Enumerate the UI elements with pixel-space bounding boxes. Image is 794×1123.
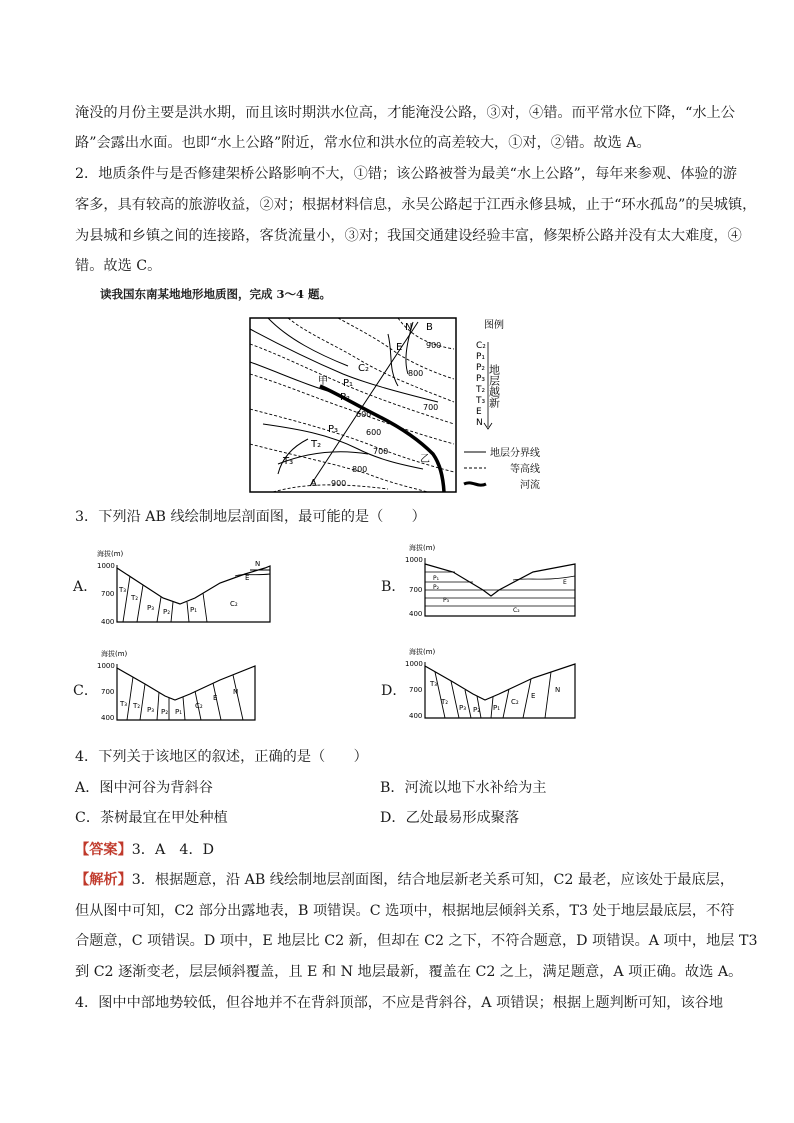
svg-text:P₂: P₂ [476, 363, 486, 373]
label-t3: T₃ [283, 456, 294, 467]
q4-option-a[interactable]: A．图中河谷为背斜谷 [75, 780, 213, 796]
label-p1-top: P₁ [343, 378, 354, 389]
label-p3: P₃ [328, 424, 339, 435]
svg-text:400: 400 [409, 610, 423, 618]
svg-text:P₁: P₁ [493, 704, 501, 712]
svg-text:400: 400 [101, 714, 115, 722]
label-a: A [310, 478, 317, 489]
svg-text:700: 700 [409, 686, 423, 694]
svg-text:N: N [233, 688, 239, 696]
svg-text:P₃: P₃ [459, 704, 467, 712]
svg-text:T₂: T₂ [441, 698, 449, 706]
svg-text:700: 700 [101, 590, 115, 598]
svg-text:T₃: T₃ [476, 396, 486, 406]
label-p2: P₂ [340, 392, 351, 403]
svg-text:T₂: T₂ [133, 702, 141, 710]
svg-text:700: 700 [409, 586, 423, 594]
answer-line [75, 840, 214, 860]
svg-text:N: N [555, 686, 561, 694]
svg-text:1000: 1000 [405, 556, 423, 564]
svg-text:E: E [245, 574, 250, 582]
legend-title: 图例 [484, 320, 504, 331]
map-legend [464, 318, 540, 491]
q3-option-c-letter[interactable]: C． [73, 683, 99, 699]
svg-text:海拔(m): 海拔(m) [409, 544, 436, 552]
svg-text:700: 700 [373, 447, 389, 456]
label-t2: T₂ [311, 439, 322, 450]
q3-option-b-profile[interactable] [403, 542, 581, 622]
q4-option-b[interactable]: B．河流以地下水补给为主 [380, 780, 547, 796]
svg-text:T₂: T₂ [476, 385, 486, 395]
svg-text:P₁: P₁ [476, 352, 486, 362]
svg-text:P₂: P₂ [163, 608, 171, 616]
legend-boundary: 地层分界线 [490, 448, 540, 459]
q3-option-d-profile[interactable] [403, 646, 581, 724]
svg-text:700: 700 [423, 403, 439, 412]
svg-text:P₃: P₃ [147, 706, 155, 714]
svg-text:600: 600 [356, 410, 372, 419]
svg-text:600: 600 [366, 428, 382, 437]
svg-text:400: 400 [101, 618, 115, 626]
svg-text:C₂: C₂ [476, 341, 486, 351]
svg-text:E: E [213, 694, 218, 702]
svg-text:P₂: P₂ [161, 708, 169, 716]
q3-option-c-profile[interactable] [95, 648, 273, 724]
svg-text:1000: 1000 [405, 660, 423, 668]
q3-stem: 3．下列沿 AB 线绘制地层剖面图，最可能的是（ ） [75, 509, 426, 525]
analysis-tag: 【解析】 [75, 872, 132, 888]
q4-option-c[interactable]: C．茶树最宜在甲处种植 [75, 810, 228, 826]
svg-text:400: 400 [409, 712, 423, 720]
prev-explanation-line-3: 2．地质条件与是否修建架桥公路影响不大，①错；该公路被誉为最美“水上公路”，每年来参观、体验的游 [75, 166, 737, 182]
answer-text: 3．A 4．D [131, 842, 215, 858]
svg-text:P₁: P₁ [433, 575, 440, 582]
svg-text:900: 900 [331, 479, 347, 488]
question-intro: 读我国东南某地地形地质图，完成 3～4 题。 [100, 287, 332, 301]
label-e: E [396, 342, 403, 353]
svg-text:海拔(m): 海拔(m) [101, 650, 128, 658]
svg-text:P₃: P₃ [147, 604, 155, 612]
svg-text:800: 800 [352, 465, 368, 474]
svg-text:N: N [476, 418, 483, 428]
svg-text:T₃: T₃ [120, 700, 128, 708]
svg-text:T₃: T₃ [119, 586, 127, 594]
legend-contour: 等高线 [510, 464, 540, 475]
label-c2: C₂ [358, 363, 369, 374]
analysis-line-4: 到 C2 逐渐变老，层层倾斜覆盖，且 E 和 N 地层最新，覆盖在 C2 之上，满足题意，A 项正确。故选 A。 [75, 964, 743, 980]
svg-text:C₂: C₂ [230, 600, 238, 608]
q4-option-d[interactable]: D．乙处最易形成聚落 [380, 810, 520, 826]
svg-text:1000: 1000 [97, 662, 115, 670]
label-n: N [405, 322, 413, 333]
svg-text:P₁: P₁ [175, 708, 183, 716]
svg-text:E: E [476, 407, 482, 417]
svg-text:P₂: P₂ [473, 706, 481, 714]
geologic-map [248, 314, 548, 496]
svg-text:T₂: T₂ [131, 594, 139, 602]
svg-text:P₂: P₂ [433, 584, 440, 591]
analysis-line-2: 但从图中可知，C2 部分出露地表，B 项错误。C 选项中，根据地层倾斜关系，T3 处于地层最底层，不符 [75, 903, 735, 919]
analysis-text-1: 3．根据题意，沿 AB 线绘制地层剖面图，结合地层新老关系可知，C2 最老，应该处于最底层， [131, 872, 735, 888]
svg-text:P₃: P₃ [476, 374, 486, 384]
svg-text:900: 900 [426, 341, 442, 350]
q3-option-a-profile[interactable] [95, 548, 275, 630]
svg-text:海拔(m): 海拔(m) [97, 550, 124, 558]
label-z: 乙 [420, 454, 430, 465]
svg-text:P₃: P₃ [443, 597, 450, 604]
prev-explanation-line-1: 淹没的月份主要是洪水期，而且该时期洪水位高，才能淹没公路，③对，④错。而平常水位下降，“水上公 [75, 105, 735, 121]
svg-text:T₃: T₃ [430, 680, 438, 688]
prev-explanation-line-6: 错。故选 C。 [75, 258, 162, 274]
prev-explanation-line-2: 路”会露出水面。也即“水上公路”附近，常水位和洪水位的高差较大，①对，②错。故选 A。 [75, 135, 651, 151]
svg-text:C₂: C₂ [511, 698, 519, 706]
answer-tag: 【答案】 [75, 842, 132, 858]
svg-text:C₂: C₂ [513, 607, 520, 614]
q3-option-d-letter[interactable]: D． [381, 683, 407, 699]
svg-text:1000: 1000 [97, 562, 115, 570]
q3-option-b-letter[interactable]: B． [381, 579, 406, 595]
svg-text:700: 700 [101, 688, 115, 696]
prev-explanation-line-5: 为县城和乡镇之间的连接路，客货流量小，③对；我国交通建设经验丰富，修架桥公路并没有太大难度，④ [75, 228, 742, 244]
svg-text:C₂: C₂ [195, 702, 203, 710]
svg-text:E: E [531, 692, 536, 700]
svg-text:P₁: P₁ [190, 606, 198, 614]
legend-river: 河流 [520, 480, 540, 491]
q4-stem: 4．下列关于该地区的叙述，正确的是（ ） [75, 749, 368, 765]
analysis-line-5: 4．图中中部地势较低，但谷地并不在背斜顶部，不应是背斜谷，A 项错误；根据上题判断可知，该谷地 [75, 995, 724, 1011]
svg-text:N: N [255, 560, 261, 568]
svg-text:海拔(m): 海拔(m) [409, 648, 436, 656]
analysis-line-1 [75, 870, 734, 890]
analysis-line-3: 合题意，C 项错误。D 项中，E 地层比 C2 新，但却在 C2 之下，不符合题意，D 项错误。A 项中，地层 T3 [75, 933, 758, 949]
svg-text:800: 800 [408, 369, 424, 378]
label-b: B [426, 322, 433, 333]
prev-explanation-line-4: 客多，具有较高的旅游收益，②对；根据材料信息，永吴公路起于江西永修县城，止于“环水孤岛”的吴城镇， [75, 197, 757, 213]
legend-strata-note: 地层越新 [487, 364, 501, 408]
q3-option-a-letter[interactable]: A． [73, 579, 98, 595]
label-jia: 甲 [318, 376, 328, 387]
svg-text:E: E [563, 579, 567, 586]
